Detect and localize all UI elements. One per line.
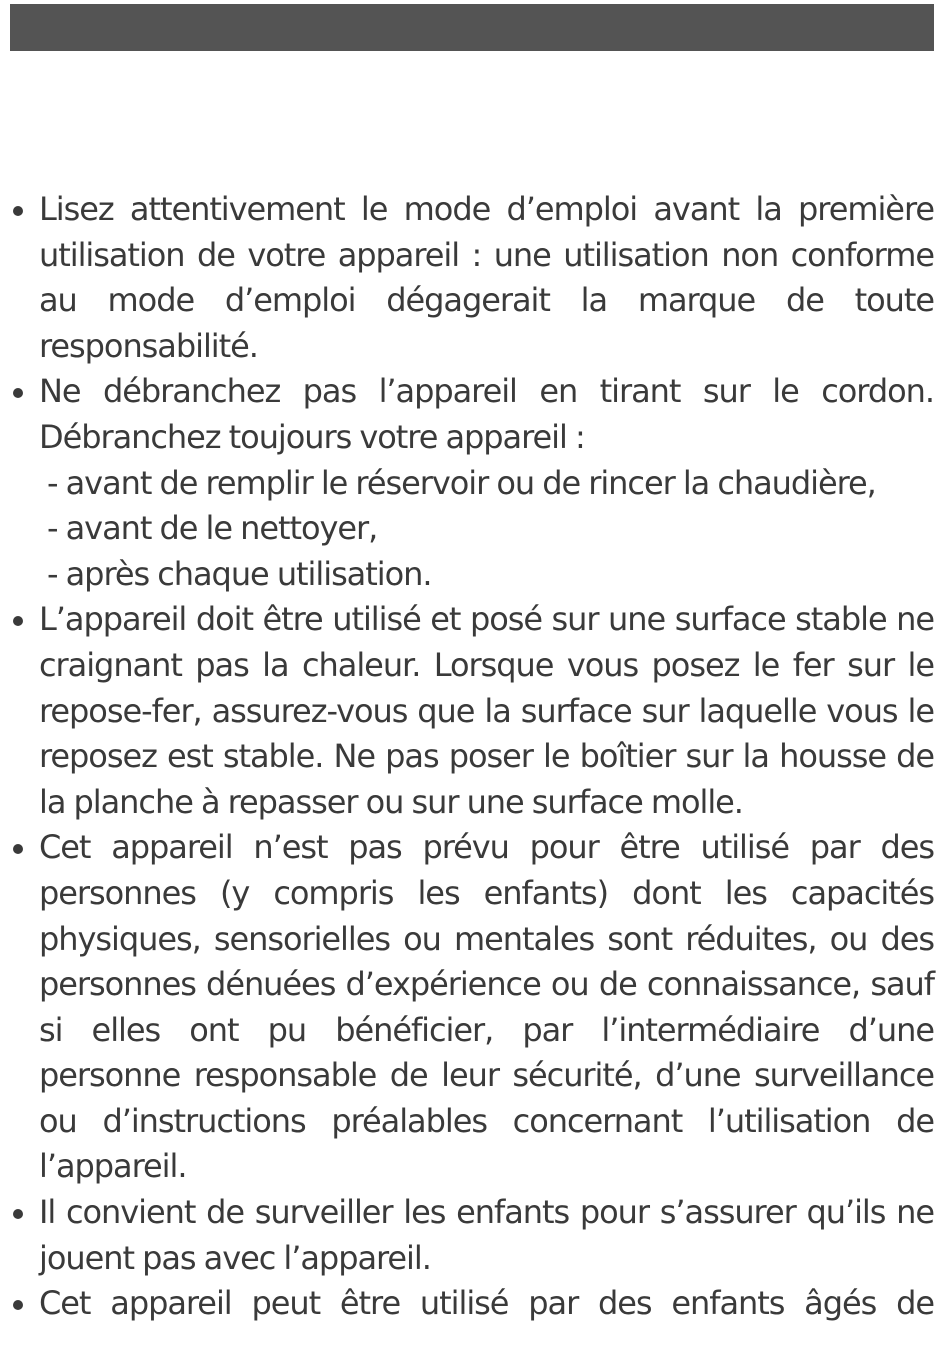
list-item xyxy=(10,369,934,597)
list-item xyxy=(10,825,934,1190)
bullet-icon xyxy=(13,1300,23,1310)
safety-instructions xyxy=(10,187,934,1327)
item-text: Lisez attentivement le mode d’emploi avant la première utilisation de votre appareil : une utilisation non conforme au mode d’emploi dégagerait la marque de toute responsabilité. xyxy=(39,190,934,365)
bullet-icon xyxy=(13,206,23,216)
sub-item: - après chaque utilisation. xyxy=(47,554,432,593)
bullet-icon xyxy=(13,616,23,626)
list-item xyxy=(10,1190,934,1281)
item-text: Cet appareil n’est pas prévu pour être utilisé par des personnes (y compris les enfants) dont les capacités physiques, sensorielles ou mentales sont réduites, ou des personnes dénuées d’expérience ou de connaissance, sauf si elles ont pu bénéficier, par l’intermédiaire d’une personne responsable de leur sécurité, d’une surveillance ou d’instructions préalables concernant l’utilisation de l’appareil. xyxy=(39,828,934,1186)
list-item xyxy=(10,187,934,369)
sub-item: - avant de le nettoyer, xyxy=(47,509,378,548)
list-item xyxy=(10,597,934,825)
bullet-icon xyxy=(13,388,23,398)
item-text: Cet appareil peut être utilisé par des enfants âgés de xyxy=(39,1284,934,1323)
item-text: Ne débranchez pas l’appareil en tirant sur le cordon. Débranchez toujours votre appareil : xyxy=(39,372,934,456)
list-item xyxy=(10,1281,934,1327)
item-text: L’appareil doit être utilisé et posé sur une surface stable ne craignant pas la chaleur. Lorsque vous posez le fer sur le repose-fer, assurez-vous que la surface sur laquelle vous le reposez est stable. Ne pas poser le boîtier sur la housse de la planche à repasser ou sur une surface molle. xyxy=(39,600,934,821)
bullet-icon xyxy=(13,1209,23,1219)
sub-item: - avant de remplir le réservoir ou de rincer la chaudière, xyxy=(47,463,876,502)
item-text: Il convient de surveiller les enfants pour s’assurer qu’ils ne jouent pas avec l’appareil. xyxy=(39,1193,934,1277)
header-bar xyxy=(10,4,934,51)
bullet-icon xyxy=(13,844,23,854)
